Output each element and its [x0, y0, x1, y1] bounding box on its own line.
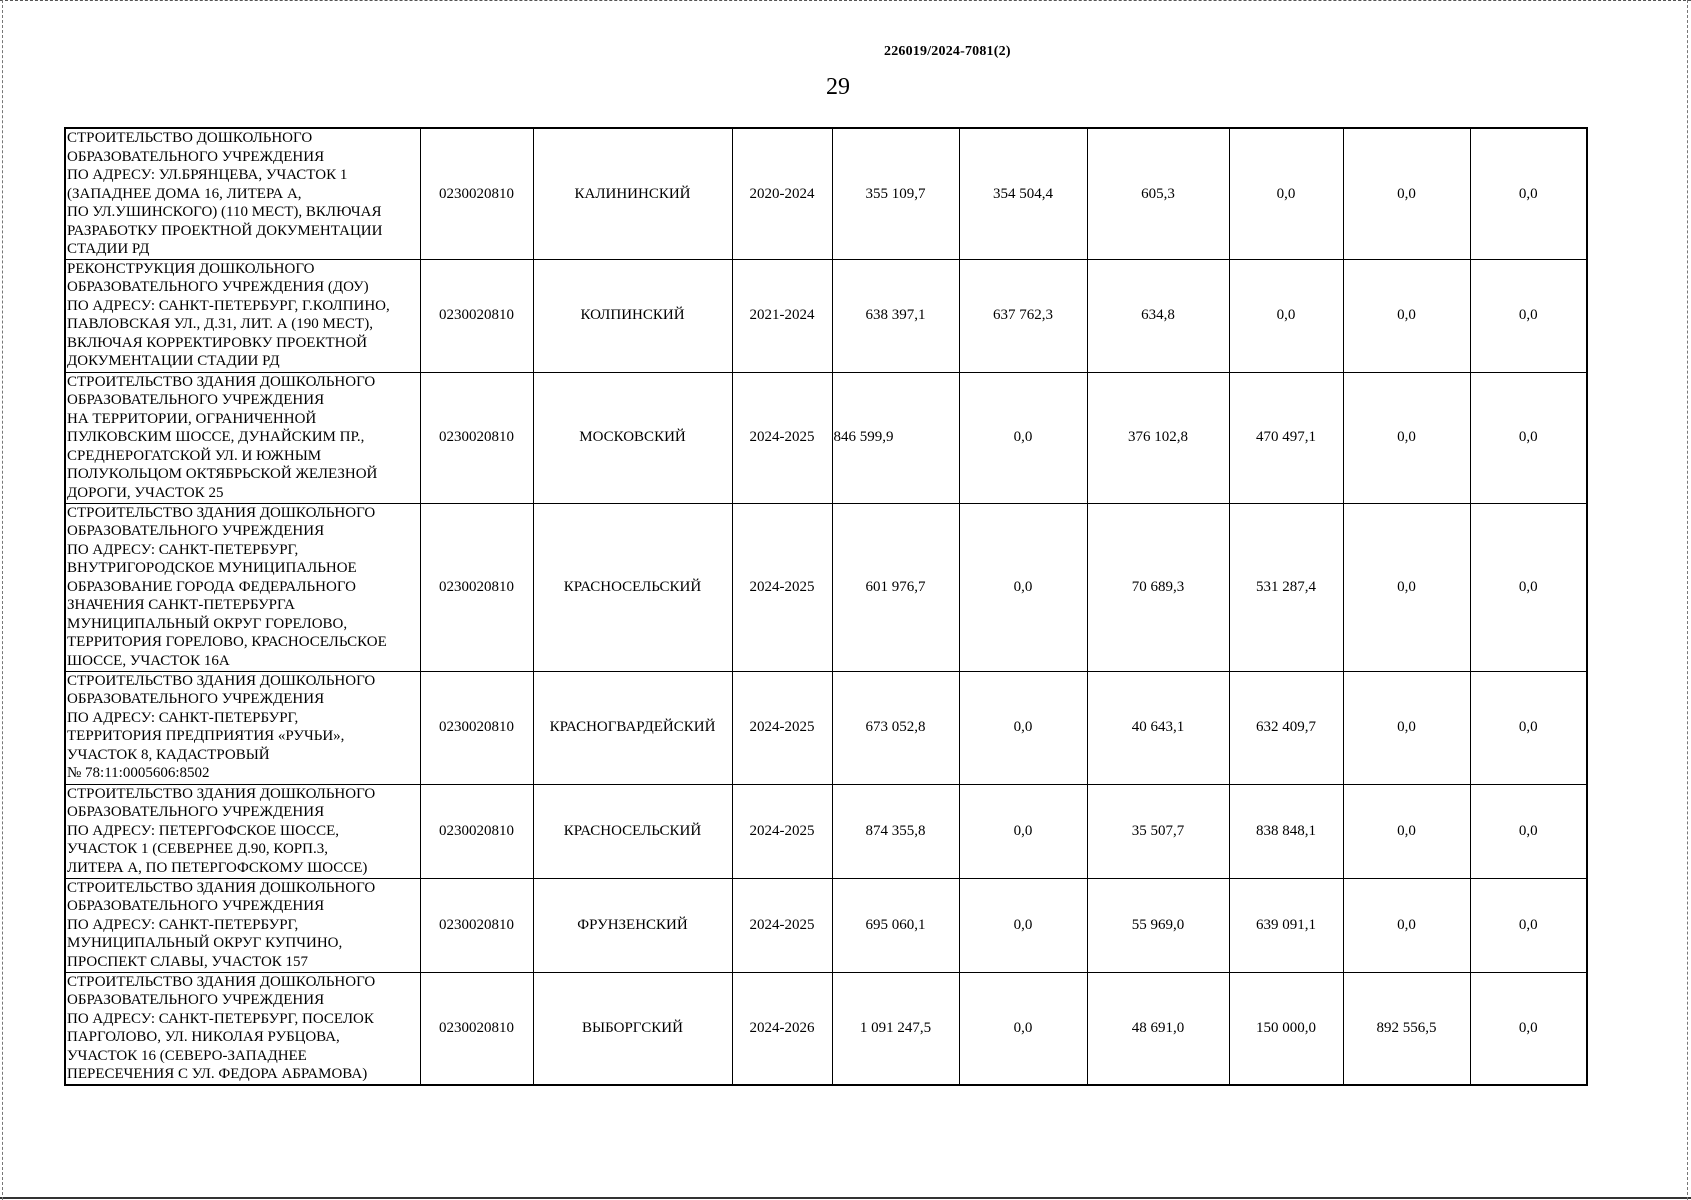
value-cell: 48 691,0 — [1087, 972, 1229, 1085]
period-cell: 2024-2026 — [732, 972, 832, 1085]
scan-border-top — [0, 0, 1691, 1]
district-cell: ФРУНЗЕНСКИЙ — [533, 878, 732, 972]
value-cell: 55 969,0 — [1087, 878, 1229, 972]
object-name-cell: РЕКОНСТРУКЦИЯ ДОШКОЛЬНОГО ОБРАЗОВАТЕЛЬНОГО УЧРЕЖДЕНИЯ (ДОУ) ПО АДРЕСУ: САНКТ-ПЕТЕРБУРГ, Г.КОЛПИНО, ПАВЛОВСКАЯ УЛ., Д.31, ЛИТ. А (190 МЕСТ), ВКЛЮЧАЯ КОРРЕКТИРОВКУ ПРОЕКТНОЙ ДОКУМЕНТАЦИИ СТАДИИ РД — [65, 259, 420, 372]
table-row — [65, 671, 1587, 784]
value-cell: 470 497,1 — [1229, 372, 1343, 503]
period-cell: 2024-2025 — [732, 372, 832, 503]
code-cell: 0230020810 — [420, 128, 533, 259]
value-cell: 0,0 — [1470, 671, 1587, 784]
value-cell: 0,0 — [1343, 671, 1470, 784]
district-cell: КОЛПИНСКИЙ — [533, 259, 732, 372]
district-cell: КРАСНОСЕЛЬСКИЙ — [533, 784, 732, 878]
period-cell: 2024-2025 — [732, 503, 832, 671]
code-cell: 0230020810 — [420, 372, 533, 503]
code-cell: 0230020810 — [420, 784, 533, 878]
value-cell: 0,0 — [959, 503, 1087, 671]
value-cell: 0,0 — [1343, 372, 1470, 503]
page-number: 29 — [826, 74, 850, 100]
value-cell: 376 102,8 — [1087, 372, 1229, 503]
scan-border-left — [2, 0, 3, 1200]
total-cell: 601 976,7 — [832, 503, 959, 671]
value-cell: 0,0 — [959, 372, 1087, 503]
scan-border-bottom — [0, 1197, 1691, 1199]
object-name-cell: СТРОИТЕЛЬСТВО ДОШКОЛЬНОГО ОБРАЗОВАТЕЛЬНОГО УЧРЕЖДЕНИЯ ПО АДРЕСУ: УЛ.БРЯНЦЕВА, УЧАСТОК 1 (ЗАПАДНЕЕ ДОМА 16, ЛИТЕРА А, ПО УЛ.УШИНСКОГО) (110 МЕСТ), ВКЛЮЧАЯ РАЗРАБОТКУ ПРОЕКТНОЙ ДОКУМЕНТАЦИИ СТАДИИ РД — [65, 128, 420, 259]
value-cell: 0,0 — [1470, 972, 1587, 1085]
period-cell: 2020-2024 — [732, 128, 832, 259]
code-cell: 0230020810 — [420, 671, 533, 784]
value-cell: 0,0 — [1229, 128, 1343, 259]
period-cell: 2024-2025 — [732, 784, 832, 878]
table-row — [65, 372, 1587, 503]
value-cell: 0,0 — [959, 972, 1087, 1085]
value-cell: 0,0 — [1470, 878, 1587, 972]
code-cell: 0230020810 — [420, 972, 533, 1085]
total-cell: 638 397,1 — [832, 259, 959, 372]
code-cell: 0230020810 — [420, 259, 533, 372]
total-cell: 355 109,7 — [832, 128, 959, 259]
table-row — [65, 784, 1587, 878]
value-cell: 70 689,3 — [1087, 503, 1229, 671]
district-cell: КРАСНОСЕЛЬСКИЙ — [533, 503, 732, 671]
value-cell: 531 287,4 — [1229, 503, 1343, 671]
object-name-cell: СТРОИТЕЛЬСТВО ЗДАНИЯ ДОШКОЛЬНОГО ОБРАЗОВАТЕЛЬНОГО УЧРЕЖДЕНИЯ ПО АДРЕСУ: САНКТ-ПЕТЕРБУРГ, ТЕРРИТОРИЯ ПРЕДПРИЯТИЯ «РУЧЬИ», УЧАСТОК 8, КАДАСТРОВЫЙ № 78:11:0005606:8502 — [65, 671, 420, 784]
value-cell: 892 556,5 — [1343, 972, 1470, 1085]
value-cell: 150 000,0 — [1229, 972, 1343, 1085]
table-row — [65, 972, 1587, 1085]
district-cell: КРАСНОГВАРДЕЙСКИЙ — [533, 671, 732, 784]
period-cell: 2024-2025 — [732, 671, 832, 784]
district-cell: ВЫБОРГСКИЙ — [533, 972, 732, 1085]
table-row — [65, 128, 1587, 259]
value-cell: 40 643,1 — [1087, 671, 1229, 784]
district-cell: КАЛИНИНСКИЙ — [533, 128, 732, 259]
period-cell: 2024-2025 — [732, 878, 832, 972]
program-table — [64, 127, 1588, 1086]
value-cell: 354 504,4 — [959, 128, 1087, 259]
value-cell: 632 409,7 — [1229, 671, 1343, 784]
value-cell: 0,0 — [959, 878, 1087, 972]
table-row — [65, 503, 1587, 671]
value-cell: 0,0 — [1470, 259, 1587, 372]
total-cell: 1 091 247,5 — [832, 972, 959, 1085]
value-cell: 0,0 — [1343, 878, 1470, 972]
total-cell: 874 355,8 — [832, 784, 959, 878]
object-name-cell: СТРОИТЕЛЬСТВО ЗДАНИЯ ДОШКОЛЬНОГО ОБРАЗОВАТЕЛЬНОГО УЧРЕЖДЕНИЯ ПО АДРЕСУ: САНКТ-ПЕТЕРБУРГ, ПОСЕЛОК ПАРГОЛОВО, УЛ. НИКОЛАЯ РУБЦОВА, УЧАСТОК 16 (СЕВЕРО-ЗАПАДНЕЕ ПЕРЕСЕЧЕНИЯ С УЛ. ФЕДОРА АБРАМОВА) — [65, 972, 420, 1085]
value-cell: 0,0 — [959, 671, 1087, 784]
object-name-cell: СТРОИТЕЛЬСТВО ЗДАНИЯ ДОШКОЛЬНОГО ОБРАЗОВАТЕЛЬНОГО УЧРЕЖДЕНИЯ ПО АДРЕСУ: САНКТ-ПЕТЕРБУРГ, МУНИЦИПАЛЬНЫЙ ОКРУГ КУПЧИНО, ПРОСПЕКТ СЛАВЫ, УЧАСТОК 157 — [65, 878, 420, 972]
value-cell: 0,0 — [1470, 128, 1587, 259]
table-row — [65, 878, 1587, 972]
value-cell: 0,0 — [1470, 503, 1587, 671]
value-cell: 605,3 — [1087, 128, 1229, 259]
value-cell: 35 507,7 — [1087, 784, 1229, 878]
value-cell: 0,0 — [959, 784, 1087, 878]
object-name-cell: СТРОИТЕЛЬСТВО ЗДАНИЯ ДОШКОЛЬНОГО ОБРАЗОВАТЕЛЬНОГО УЧРЕЖДЕНИЯ ПО АДРЕСУ: САНКТ-ПЕТЕРБУРГ, ВНУТРИГОРОДСКОЕ МУНИЦИПАЛЬНОЕ ОБРАЗОВАНИЕ ГОРОДА ФЕДЕРАЛЬНОГО ЗНАЧЕНИЯ САНКТ-ПЕТЕРБУРГА МУНИЦИПАЛЬНЫЙ ОКРУГ ГОРЕЛОВО, ТЕРРИТОРИЯ ГОРЕЛОВО, КРАСНОСЕЛЬСКОЕ ШОССЕ, УЧАСТОК 16А — [65, 503, 420, 671]
code-cell: 0230020810 — [420, 503, 533, 671]
value-cell: 0,0 — [1343, 128, 1470, 259]
total-cell: 673 052,8 — [832, 671, 959, 784]
total-cell: 846 599,9 — [832, 372, 959, 503]
scan-border-right — [1687, 0, 1688, 1200]
value-cell: 0,0 — [1470, 784, 1587, 878]
value-cell: 0,0 — [1343, 784, 1470, 878]
object-name-cell: СТРОИТЕЛЬСТВО ЗДАНИЯ ДОШКОЛЬНОГО ОБРАЗОВАТЕЛЬНОГО УЧРЕЖДЕНИЯ ПО АДРЕСУ: ПЕТЕРГОФСКОЕ ШОССЕ, УЧАСТОК 1 (СЕВЕРНЕЕ Д.90, КОРП.3, ЛИТЕРА А, ПО ПЕТЕРГОФСКОМУ ШОССЕ) — [65, 784, 420, 878]
value-cell: 0,0 — [1343, 503, 1470, 671]
period-cell: 2021-2024 — [732, 259, 832, 372]
district-cell: МОСКОВСКИЙ — [533, 372, 732, 503]
code-cell: 0230020810 — [420, 878, 533, 972]
document-number: 226019/2024-7081(2) — [884, 44, 1011, 59]
total-cell: 695 060,1 — [832, 878, 959, 972]
value-cell: 634,8 — [1087, 259, 1229, 372]
value-cell: 637 762,3 — [959, 259, 1087, 372]
table-row — [65, 259, 1587, 372]
object-name-cell: СТРОИТЕЛЬСТВО ЗДАНИЯ ДОШКОЛЬНОГО ОБРАЗОВАТЕЛЬНОГО УЧРЕЖДЕНИЯ НА ТЕРРИТОРИИ, ОГРАНИЧЕННОЙ ПУЛКОВСКИМ ШОССЕ, ДУНАЙСКИМ ПР., СРЕДНЕРОГАТСКОЙ УЛ. И ЮЖНЫМ ПОЛУКОЛЬЦОМ ОКТЯБРЬСКОЙ ЖЕЛЕЗНОЙ ДОРОГИ, УЧАСТОК 25 — [65, 372, 420, 503]
value-cell: 0,0 — [1470, 372, 1587, 503]
value-cell: 0,0 — [1229, 259, 1343, 372]
value-cell: 838 848,1 — [1229, 784, 1343, 878]
value-cell: 639 091,1 — [1229, 878, 1343, 972]
value-cell: 0,0 — [1343, 259, 1470, 372]
